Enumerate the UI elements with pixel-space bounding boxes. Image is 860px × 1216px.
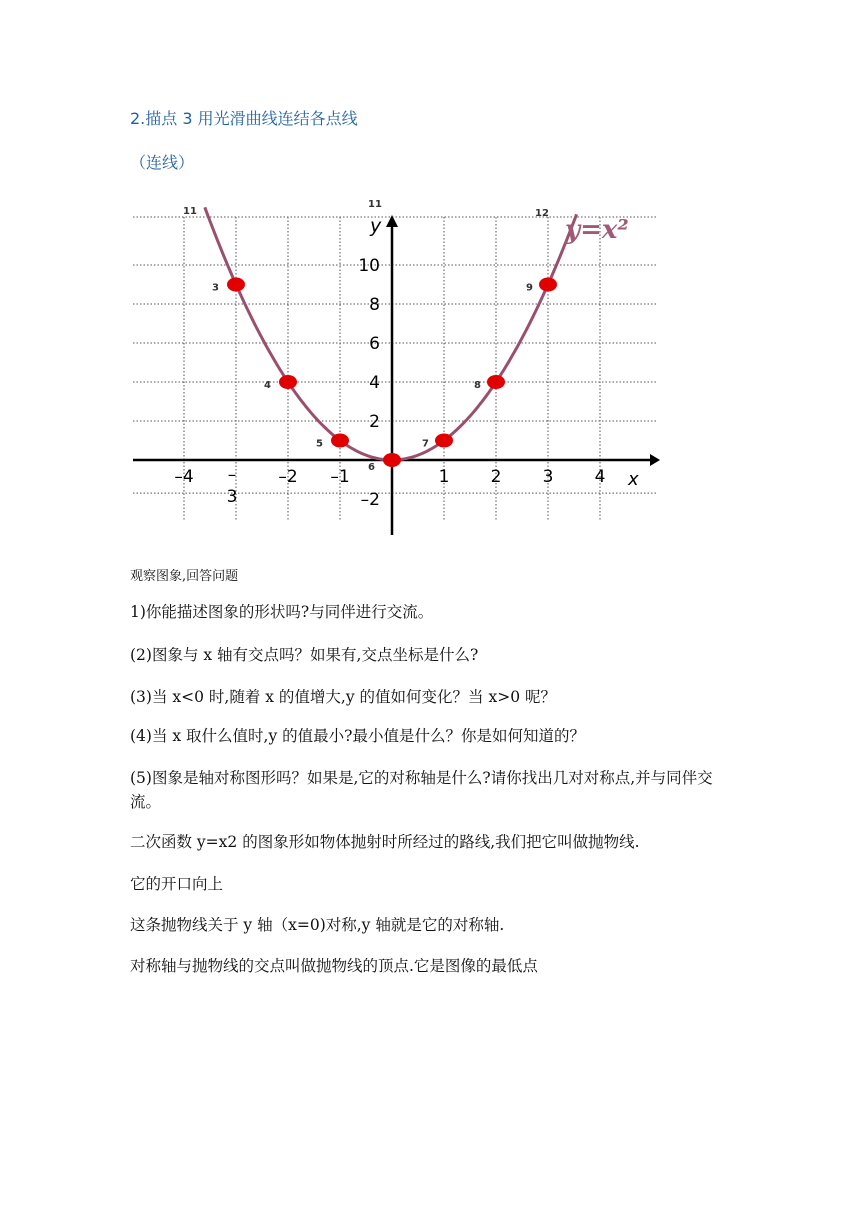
curve-equation-label: y=x² [565, 215, 629, 245]
x-tick-label: 1 [438, 467, 450, 487]
y-tick-label: 8 [369, 295, 380, 315]
point-order-label: 5 [316, 438, 323, 450]
plotted-point [435, 434, 453, 448]
axes [133, 215, 660, 535]
x-axis-arrow [650, 454, 660, 466]
section-heading: 2.描点 3 用光滑曲线连结各点线 [130, 109, 358, 128]
point-order-label: 7 [422, 438, 429, 450]
note-opening-up: 它的开口向上 [130, 875, 224, 893]
grid-lines [133, 217, 658, 520]
plotted-points [212, 278, 557, 474]
plotted-point [487, 375, 505, 389]
plotted-point [279, 375, 297, 389]
plotted-point [227, 278, 245, 292]
x-axis-label: x [628, 469, 639, 490]
top-order-label: 11 [368, 199, 382, 210]
parabola-graph [128, 195, 668, 545]
parabola-curve [205, 207, 577, 460]
plotted-point [539, 278, 557, 292]
figure-labels [183, 199, 629, 245]
x-tick-label: –2 [278, 467, 298, 487]
x-tick-label: 2 [490, 467, 502, 487]
tick-labels [174, 215, 639, 510]
question-4: (4)当 x 取什么值时,y 的值最小?最小值是什么？你是如何知道的？ [130, 727, 585, 745]
question-3: (3)当 x<0 时,随着 x 的值增大,y 的值如何变化？当 x>0 呢？ [130, 688, 556, 706]
y-axis-label: y [370, 215, 382, 237]
question-5: (5)图象是轴对称图形吗？如果是,它的对称轴是什么?请你找出几对对称点,并与同伴交流。 [130, 769, 713, 811]
note-symmetry-axis: 这条抛物线关于 y 轴（x=0)对称,y 轴就是它的对称轴. [130, 916, 505, 934]
x-tick-label: –4 [174, 467, 194, 487]
point-order-label: 8 [474, 380, 481, 391]
plotted-point [383, 453, 401, 467]
note-vertex: 对称轴与抛物线的交点叫做抛物线的顶点.它是图像的最低点 [130, 957, 538, 975]
note-parabola-definition: 二次函数 y=x2 的图象形如物体抛射时所经过的路线,我们把它叫做抛物线. [130, 833, 640, 851]
point-order-label: 3 [212, 282, 219, 294]
point-order-label: 9 [526, 282, 533, 294]
point-order-label: 4 [264, 380, 271, 391]
top-order-label: 11 [183, 206, 197, 217]
x-tick-label: 3 [542, 467, 554, 487]
question-1: 1)你能描述图象的形状吗?与同伴进行交流。 [130, 603, 434, 621]
observe-title: 观察图象,回答问题 [130, 569, 239, 584]
y-tick-label: 2 [369, 412, 380, 432]
y-tick-label: 10 [358, 256, 380, 276]
x-tick-label-minus: – [227, 465, 237, 485]
point-order-label: 6 [368, 462, 375, 473]
section-subheading: （连线） [130, 153, 195, 172]
question-2: (2)图象与 x 轴有交点吗？如果有,交点坐标是什么? [130, 646, 479, 664]
y-tick-label: –2 [360, 490, 380, 510]
x-tick-label: 4 [594, 467, 606, 487]
x-tick-label: –1 [330, 467, 350, 487]
x-tick-label: 3 [226, 487, 238, 507]
plotted-point [331, 434, 349, 448]
top-order-label: 12 [535, 208, 549, 219]
y-tick-label: 4 [369, 373, 380, 393]
y-tick-label: 6 [369, 334, 380, 354]
